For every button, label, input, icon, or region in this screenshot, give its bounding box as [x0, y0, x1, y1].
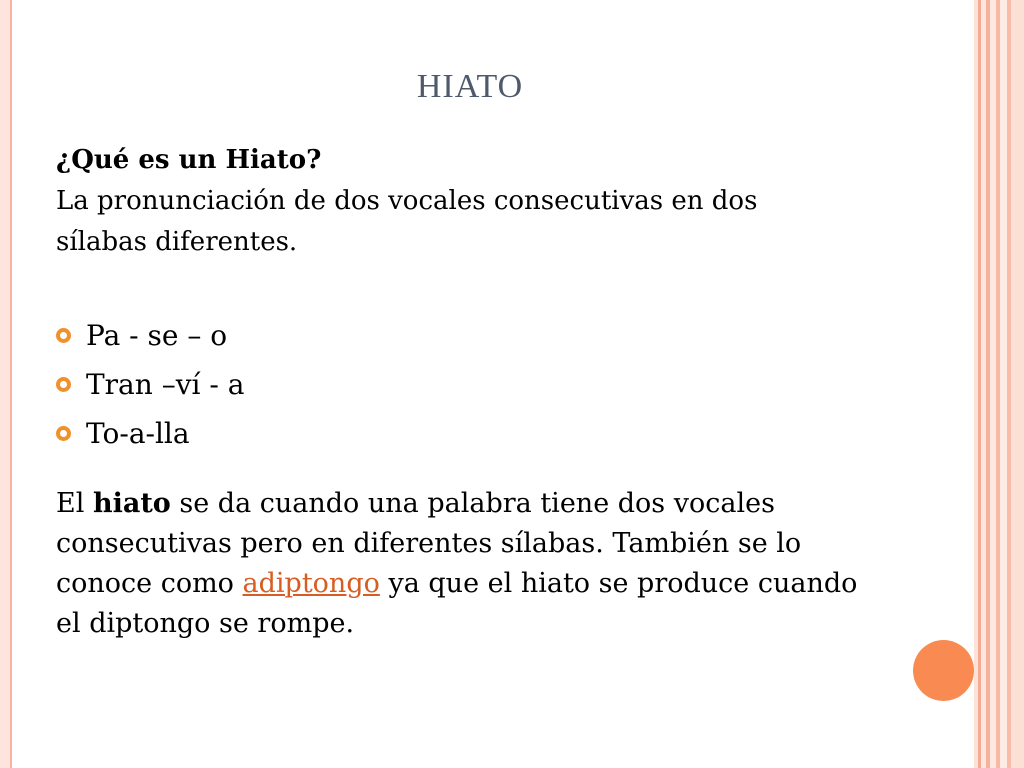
- hiato-bold-term: hiato: [92, 488, 171, 519]
- list-item: [56, 360, 956, 409]
- paragraph-line: [56, 484, 956, 524]
- list-item: [56, 311, 956, 360]
- bullet-circle-icon: [56, 328, 71, 343]
- decorative-circle-icon: [913, 640, 974, 701]
- list-item-label: To-a-lla: [86, 417, 190, 450]
- paragraph-text: El: [56, 488, 93, 519]
- example-list: [56, 311, 956, 458]
- spacer: [56, 458, 956, 484]
- paragraph-text: conoce como: [56, 568, 243, 599]
- right-stripes: [974, 0, 1024, 768]
- definition-line: La pronunciación de dos vocales consecutivas en dos: [56, 186, 758, 216]
- bullet-circle-icon: [56, 426, 71, 441]
- list-item-label: Pa - se – o: [86, 319, 228, 352]
- left-frame-line: [10, 0, 12, 768]
- paragraph-line: el diptongo se rompe.: [56, 608, 355, 639]
- adiptongo-link[interactable]: adiptongo: [242, 568, 380, 599]
- explanation-paragraph: [56, 484, 956, 644]
- definition-line: sílabas diferentes.: [56, 227, 298, 257]
- left-frame-band: [0, 0, 10, 768]
- bullet-circle-icon: [56, 377, 71, 392]
- stripe: [1011, 0, 1024, 768]
- paragraph-text: ya que el hiato se produce cuando: [379, 568, 858, 599]
- paragraph-line: [56, 564, 956, 604]
- list-item: [56, 409, 956, 458]
- paragraph-text: se da cuando una palabra tiene dos vocales: [170, 488, 775, 519]
- paragraph-line: consecutivas pero en diferentes sílabas. También se lo: [56, 528, 802, 559]
- question-heading: ¿Qué es un Hiato?: [56, 145, 322, 175]
- spacer: [56, 263, 956, 311]
- list-item-label: Tran –ví - a: [86, 368, 245, 401]
- slide-body: [56, 140, 956, 644]
- slide-title: HIATO: [416, 68, 524, 105]
- stripe: [1000, 0, 1007, 768]
